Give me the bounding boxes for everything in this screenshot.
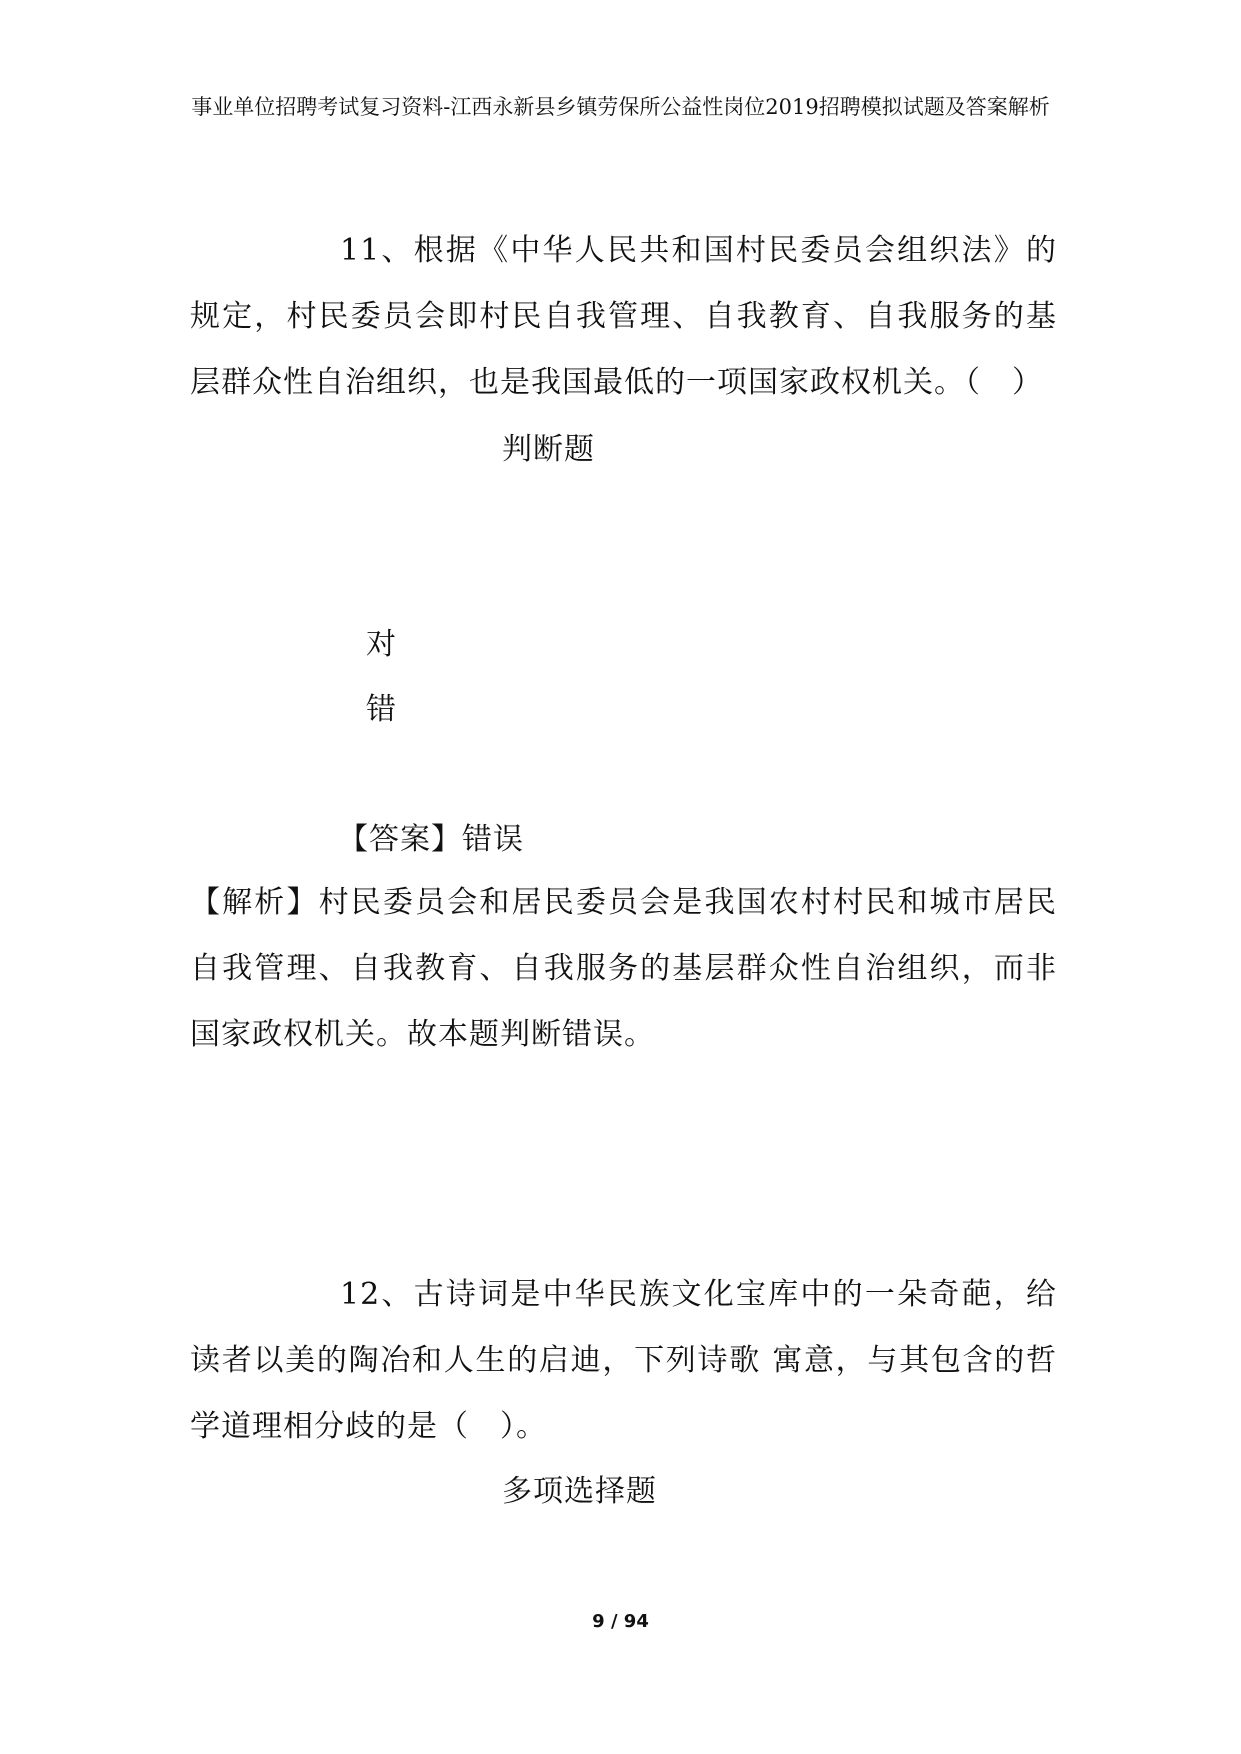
question-11-text	[190, 218, 1057, 416]
question-12-text	[190, 1262, 1057, 1460]
question-11-body: 11、根据《中华人民共和国村民委员会组织法》的规定，村民委员会即村民自我管理、自我教育、自我服务的基层群众性自治组织，也是我国最低的一项国家政权机关。（ ）	[190, 233, 1057, 400]
question-12-type: 多项选择题	[502, 1474, 657, 1509]
option-false[interactable]: 错	[366, 692, 396, 727]
page-number: 9 / 94	[592, 1611, 649, 1632]
question-12-body: 12、古诗词是中华民族文化宝库中的一朵奇葩，给读者以美的陶冶和人生的启迪，下列诗歌 寓意，与其包含的哲学道理相分歧的是（ ）。	[190, 1277, 1057, 1444]
option-true[interactable]: 对	[366, 627, 396, 662]
question-11-analysis: 【解析】村民委员会和居民委员会是我国农村村民和城市居民自我管理、自我教育、自我服务的基层群众性自治组织，而非国家政权机关。故本题判断错误。	[190, 885, 1057, 1052]
question-11-answer: 【答案】错误	[338, 822, 524, 857]
question-11-type: 判断题	[502, 432, 595, 467]
page-header: 事业单位招聘考试复习资料-江西永新县乡镇劳保所公益性岗位2019招聘模拟试题及答案解析	[191, 95, 1050, 119]
